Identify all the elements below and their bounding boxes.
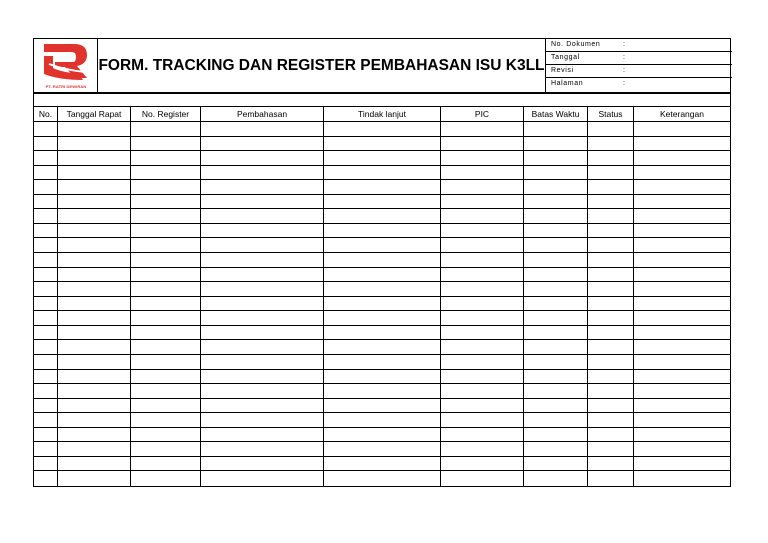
table-cell-col-pembahasan[interactable] bbox=[201, 355, 324, 369]
table-cell-col-batas-waktu[interactable] bbox=[524, 137, 588, 151]
table-cell-col-tanggal-rapat[interactable] bbox=[58, 224, 131, 238]
table-cell-col-pembahasan[interactable] bbox=[201, 399, 324, 413]
table-cell-col-batas-waktu[interactable] bbox=[524, 399, 588, 413]
table-cell-col-keterangan[interactable] bbox=[634, 428, 730, 442]
table-cell-col-batas-waktu[interactable] bbox=[524, 355, 588, 369]
table-cell-col-keterangan[interactable] bbox=[634, 180, 730, 194]
table-cell-col-pic[interactable] bbox=[441, 428, 524, 442]
table-cell-col-pembahasan[interactable] bbox=[201, 297, 324, 311]
table-cell-col-pic[interactable] bbox=[441, 311, 524, 325]
meta-label: Revisi bbox=[551, 67, 574, 74]
table-cell-col-no-register[interactable] bbox=[131, 122, 201, 136]
table-cell-col-tanggal-rapat[interactable] bbox=[58, 413, 131, 427]
table-cell-col-batas-waktu[interactable] bbox=[524, 166, 588, 180]
table-cell-col-no[interactable] bbox=[34, 297, 58, 311]
table-cell-col-tindak-lanjut[interactable] bbox=[324, 370, 441, 384]
table-cell-col-pic[interactable] bbox=[441, 209, 524, 223]
table-cell-col-batas-waktu[interactable] bbox=[524, 384, 588, 398]
table-cell-col-pembahasan[interactable] bbox=[201, 311, 324, 325]
table-cell-col-no[interactable] bbox=[34, 399, 58, 413]
table-cell-col-no-register[interactable] bbox=[131, 384, 201, 398]
table-row bbox=[34, 471, 730, 486]
table-cell-col-tanggal-rapat[interactable] bbox=[58, 137, 131, 151]
table-cell-col-no-register[interactable] bbox=[131, 413, 201, 427]
table-cell-col-keterangan[interactable] bbox=[634, 137, 730, 151]
table-cell-col-pic[interactable] bbox=[441, 326, 524, 340]
table-cell-col-keterangan[interactable] bbox=[634, 311, 730, 325]
table-cell-col-status[interactable] bbox=[588, 355, 634, 369]
meta-colon: : bbox=[623, 67, 625, 74]
table-row bbox=[34, 268, 730, 283]
table-cell-col-no[interactable] bbox=[34, 224, 58, 238]
table-cell-col-status[interactable] bbox=[588, 428, 634, 442]
table-cell-col-no[interactable] bbox=[34, 166, 58, 180]
table-cell-col-batas-waktu[interactable] bbox=[524, 340, 588, 354]
table-cell-col-no-register[interactable] bbox=[131, 311, 201, 325]
table-cell-col-no[interactable] bbox=[34, 311, 58, 325]
table-cell-col-no-register[interactable] bbox=[131, 282, 201, 296]
header-col-pembahasan: Pembahasan bbox=[201, 107, 324, 121]
table-cell-col-batas-waktu[interactable] bbox=[524, 471, 588, 486]
header-col-no: No. bbox=[34, 107, 58, 121]
table-cell-col-pic[interactable] bbox=[441, 137, 524, 151]
table-row bbox=[34, 166, 730, 181]
table-cell-col-no[interactable] bbox=[34, 413, 58, 427]
table-cell-col-status[interactable] bbox=[588, 238, 634, 252]
table-cell-col-no[interactable] bbox=[34, 471, 58, 486]
table-row bbox=[34, 399, 730, 414]
table-cell-col-keterangan[interactable] bbox=[634, 413, 730, 427]
meta-row-revisi bbox=[546, 65, 732, 78]
meta-row-halaman bbox=[546, 78, 732, 91]
table-cell-col-keterangan[interactable] bbox=[634, 209, 730, 223]
table-cell-col-no[interactable] bbox=[34, 457, 58, 471]
table-cell-col-batas-waktu[interactable] bbox=[524, 282, 588, 296]
table-cell-col-keterangan[interactable] bbox=[634, 370, 730, 384]
table-cell-col-tindak-lanjut[interactable] bbox=[324, 326, 441, 340]
table-cell-col-pic[interactable] bbox=[441, 268, 524, 282]
table-cell-col-no-register[interactable] bbox=[131, 180, 201, 194]
table-cell-col-keterangan[interactable] bbox=[634, 166, 730, 180]
table-cell-col-pembahasan[interactable] bbox=[201, 137, 324, 151]
table-row bbox=[34, 326, 730, 341]
table-cell-col-batas-waktu[interactable] bbox=[524, 311, 588, 325]
table-cell-col-keterangan[interactable] bbox=[634, 442, 730, 456]
table-cell-col-tanggal-rapat[interactable] bbox=[58, 384, 131, 398]
table-cell-col-pembahasan[interactable] bbox=[201, 268, 324, 282]
table-cell-col-pic[interactable] bbox=[441, 457, 524, 471]
header-col-tindak-lanjut: Tindak lanjut bbox=[324, 107, 441, 121]
table-cell-col-pembahasan[interactable] bbox=[201, 471, 324, 486]
meta-colon: : bbox=[623, 54, 625, 61]
table-cell-col-tindak-lanjut[interactable] bbox=[324, 413, 441, 427]
table-cell-col-no-register[interactable] bbox=[131, 195, 201, 209]
table-cell-col-pembahasan[interactable] bbox=[201, 224, 324, 238]
table-cell-col-batas-waktu[interactable] bbox=[524, 253, 588, 267]
table-cell-col-tindak-lanjut[interactable] bbox=[324, 238, 441, 252]
table-cell-col-no[interactable] bbox=[34, 384, 58, 398]
table-cell-col-pic[interactable] bbox=[441, 151, 524, 165]
table-row bbox=[34, 428, 730, 443]
table-cell-col-pic[interactable] bbox=[441, 297, 524, 311]
table-cell-col-batas-waktu[interactable] bbox=[524, 442, 588, 456]
table-cell-col-batas-waktu[interactable] bbox=[524, 268, 588, 282]
table-cell-col-tanggal-rapat[interactable] bbox=[58, 180, 131, 194]
document-meta bbox=[545, 39, 731, 92]
table-cell-col-status[interactable] bbox=[588, 282, 634, 296]
meta-colon: : bbox=[623, 80, 625, 87]
table-cell-col-tanggal-rapat[interactable] bbox=[58, 340, 131, 354]
table-row bbox=[34, 413, 730, 428]
table-cell-col-no-register[interactable] bbox=[131, 457, 201, 471]
form-header bbox=[33, 38, 731, 93]
table-cell-col-tindak-lanjut[interactable] bbox=[324, 428, 441, 442]
table-cell-col-pic[interactable] bbox=[441, 413, 524, 427]
table-cell-col-pembahasan[interactable] bbox=[201, 166, 324, 180]
table-header-row bbox=[34, 107, 730, 122]
table-cell-col-pic[interactable] bbox=[441, 340, 524, 354]
table-row bbox=[34, 238, 730, 253]
company-r-logo-icon bbox=[41, 42, 91, 84]
table-cell-col-no-register[interactable] bbox=[131, 151, 201, 165]
table-cell-col-no-register[interactable] bbox=[131, 471, 201, 486]
table-cell-col-status[interactable] bbox=[588, 413, 634, 427]
table-row bbox=[34, 253, 730, 268]
table-cell-col-keterangan[interactable] bbox=[634, 282, 730, 296]
table-cell-col-no-register[interactable] bbox=[131, 399, 201, 413]
table-cell-col-status[interactable] bbox=[588, 180, 634, 194]
table-row bbox=[34, 224, 730, 239]
logo-caption: PT. RATRI DEWIRAN bbox=[45, 84, 87, 89]
table-cell-col-pic[interactable] bbox=[441, 166, 524, 180]
table-cell-col-pic[interactable] bbox=[441, 238, 524, 252]
table-cell-col-no[interactable] bbox=[34, 122, 58, 136]
table-cell-col-no[interactable] bbox=[34, 355, 58, 369]
table-cell-col-batas-waktu[interactable] bbox=[524, 224, 588, 238]
table-cell-col-tanggal-rapat[interactable] bbox=[58, 442, 131, 456]
table-cell-col-no[interactable] bbox=[34, 340, 58, 354]
table-row bbox=[34, 282, 730, 297]
table-cell-col-pic[interactable] bbox=[441, 122, 524, 136]
table-cell-col-pic[interactable] bbox=[441, 370, 524, 384]
table-cell-col-tindak-lanjut[interactable] bbox=[324, 399, 441, 413]
header-col-keterangan: Keterangan bbox=[660, 109, 704, 119]
table-cell-col-batas-waktu[interactable] bbox=[524, 413, 588, 427]
table-cell-col-tindak-lanjut[interactable] bbox=[324, 224, 441, 238]
table-cell-col-keterangan[interactable] bbox=[634, 268, 730, 282]
table-cell-col-no-register[interactable] bbox=[131, 297, 201, 311]
table-cell-col-no-register[interactable] bbox=[131, 326, 201, 340]
table-cell-col-tanggal-rapat[interactable] bbox=[58, 209, 131, 223]
table-cell-col-keterangan[interactable] bbox=[634, 384, 730, 398]
table-cell-col-keterangan[interactable] bbox=[634, 471, 730, 486]
form-title: FORM. TRACKING DAN REGISTER PEMBAHASAN ISU K3LL bbox=[98, 56, 545, 74]
table-row bbox=[34, 195, 730, 210]
meta-label: Tanggal bbox=[551, 54, 580, 61]
table-cell-col-tindak-lanjut[interactable] bbox=[324, 268, 441, 282]
table-row bbox=[34, 151, 730, 166]
table-cell-col-pic[interactable] bbox=[441, 399, 524, 413]
table-cell-col-pembahasan[interactable] bbox=[201, 122, 324, 136]
table-cell-col-batas-waktu[interactable] bbox=[524, 370, 588, 384]
table-cell-col-tindak-lanjut[interactable] bbox=[324, 253, 441, 267]
table-cell-col-no-register[interactable] bbox=[131, 428, 201, 442]
table-cell-col-status[interactable] bbox=[588, 457, 634, 471]
table-cell-col-batas-waktu[interactable] bbox=[524, 180, 588, 194]
logo-cell bbox=[34, 39, 98, 92]
table-cell-col-status[interactable] bbox=[588, 399, 634, 413]
table-cell-col-tanggal-rapat[interactable] bbox=[58, 122, 131, 136]
table-cell-col-status[interactable] bbox=[588, 122, 634, 136]
table-cell-col-status[interactable] bbox=[588, 326, 634, 340]
table-cell-col-tanggal-rapat[interactable] bbox=[58, 326, 131, 340]
table-cell-col-batas-waktu[interactable] bbox=[524, 209, 588, 223]
table-cell-col-tindak-lanjut[interactable] bbox=[324, 442, 441, 456]
table-cell-col-tindak-lanjut[interactable] bbox=[324, 195, 441, 209]
header-col-status: Status bbox=[588, 107, 634, 121]
table-cell-col-pembahasan[interactable] bbox=[201, 370, 324, 384]
table-cell-col-no[interactable] bbox=[34, 370, 58, 384]
table-cell-col-pic[interactable] bbox=[441, 224, 524, 238]
table-cell-col-no[interactable] bbox=[34, 442, 58, 456]
table-cell-col-batas-waktu[interactable] bbox=[524, 151, 588, 165]
table-cell-col-no[interactable] bbox=[34, 180, 58, 194]
table-cell-col-no-register[interactable] bbox=[131, 340, 201, 354]
meta-colon: : bbox=[623, 41, 625, 48]
table-cell-col-status[interactable] bbox=[588, 268, 634, 282]
table-cell-col-batas-waktu[interactable] bbox=[524, 297, 588, 311]
table-cell-col-tanggal-rapat[interactable] bbox=[58, 282, 131, 296]
table-row bbox=[34, 442, 730, 457]
meta-row-tanggal bbox=[546, 52, 732, 65]
table-cell-col-pembahasan[interactable] bbox=[201, 340, 324, 354]
table-cell-col-status[interactable] bbox=[588, 471, 634, 486]
table-cell-col-keterangan[interactable] bbox=[634, 122, 730, 136]
table-cell-col-keterangan[interactable] bbox=[634, 151, 730, 165]
table-row bbox=[34, 311, 730, 326]
table-cell-col-pic[interactable] bbox=[441, 180, 524, 194]
table-cell-col-pembahasan[interactable] bbox=[201, 413, 324, 427]
table-cell-col-keterangan[interactable] bbox=[634, 297, 730, 311]
table-cell-col-pembahasan[interactable] bbox=[201, 151, 324, 165]
table-cell-col-status[interactable] bbox=[588, 442, 634, 456]
table-cell-col-keterangan[interactable] bbox=[634, 238, 730, 252]
table-cell-col-no[interactable] bbox=[34, 326, 58, 340]
table-cell-col-keterangan[interactable] bbox=[634, 195, 730, 209]
table-row bbox=[34, 384, 730, 399]
table-row bbox=[34, 122, 730, 137]
meta-row-no-dokumen bbox=[546, 39, 732, 52]
table-cell-col-tanggal-rapat[interactable] bbox=[58, 471, 131, 486]
table-cell-col-pic[interactable] bbox=[441, 442, 524, 456]
table-cell-col-pembahasan[interactable] bbox=[201, 209, 324, 223]
table-cell-col-no-register[interactable] bbox=[131, 355, 201, 369]
table-cell-col-tindak-lanjut[interactable] bbox=[324, 282, 441, 296]
table-cell-col-no-register[interactable] bbox=[131, 238, 201, 252]
table-cell-col-no-register[interactable] bbox=[131, 442, 201, 456]
table-cell-col-pembahasan[interactable] bbox=[201, 442, 324, 456]
table-cell-col-no[interactable] bbox=[34, 209, 58, 223]
table-cell-col-no-register[interactable] bbox=[131, 224, 201, 238]
table-cell-col-pic[interactable] bbox=[441, 471, 524, 486]
table-cell-col-pic[interactable] bbox=[441, 384, 524, 398]
table-cell-col-pembahasan[interactable] bbox=[201, 238, 324, 252]
table-cell-col-pic[interactable] bbox=[441, 195, 524, 209]
table-cell-col-pembahasan[interactable] bbox=[201, 457, 324, 471]
header-col-pic: PIC bbox=[441, 107, 524, 121]
table-cell-col-status[interactable] bbox=[588, 166, 634, 180]
table-row bbox=[34, 297, 730, 312]
table-cell-col-tindak-lanjut[interactable] bbox=[324, 209, 441, 223]
table-cell-col-no[interactable] bbox=[34, 428, 58, 442]
table-cell-col-no[interactable] bbox=[34, 268, 58, 282]
table-cell-col-tanggal-rapat[interactable] bbox=[58, 195, 131, 209]
header-col-batas-waktu: Batas Waktu bbox=[524, 107, 588, 121]
table-cell-col-status[interactable] bbox=[588, 151, 634, 165]
table-cell-col-no-register[interactable] bbox=[131, 137, 201, 151]
table-cell-col-no-register[interactable] bbox=[131, 253, 201, 267]
table-row bbox=[34, 370, 730, 385]
table-cell-col-batas-waktu[interactable] bbox=[524, 326, 588, 340]
table-cell-col-tindak-lanjut[interactable] bbox=[324, 457, 441, 471]
table-cell-col-keterangan[interactable] bbox=[634, 224, 730, 238]
table-cell-col-status[interactable] bbox=[588, 311, 634, 325]
table-cell-col-tindak-lanjut[interactable] bbox=[324, 180, 441, 194]
table-cell-col-pic[interactable] bbox=[441, 253, 524, 267]
table-cell-col-tanggal-rapat[interactable] bbox=[58, 151, 131, 165]
table-cell-col-batas-waktu[interactable] bbox=[524, 195, 588, 209]
table-cell-col-no[interactable] bbox=[34, 238, 58, 252]
table-cell-col-no[interactable] bbox=[34, 253, 58, 267]
table-cell-col-pembahasan[interactable] bbox=[201, 326, 324, 340]
table-cell-col-batas-waktu[interactable] bbox=[524, 122, 588, 136]
table-cell-col-pembahasan[interactable] bbox=[201, 253, 324, 267]
table-cell-col-status[interactable] bbox=[588, 137, 634, 151]
meta-label: Halaman bbox=[551, 80, 584, 87]
table-cell-col-no[interactable] bbox=[34, 282, 58, 296]
table-cell-col-keterangan[interactable] bbox=[634, 399, 730, 413]
table-cell-col-pembahasan[interactable] bbox=[201, 282, 324, 296]
table-row bbox=[34, 457, 730, 472]
table-cell-col-pic[interactable] bbox=[441, 282, 524, 296]
table-cell-col-tindak-lanjut[interactable] bbox=[324, 297, 441, 311]
table-row bbox=[34, 340, 730, 355]
table-cell-col-keterangan[interactable] bbox=[634, 326, 730, 340]
table-cell-col-no-register[interactable] bbox=[131, 209, 201, 223]
table-cell-col-tanggal-rapat[interactable] bbox=[58, 428, 131, 442]
table-cell-col-tanggal-rapat[interactable] bbox=[58, 253, 131, 267]
table-cell-col-tindak-lanjut[interactable] bbox=[324, 311, 441, 325]
table-cell-col-tanggal-rapat[interactable] bbox=[58, 238, 131, 252]
table-cell-col-tindak-lanjut[interactable] bbox=[324, 340, 441, 354]
table-cell-col-batas-waktu[interactable] bbox=[524, 457, 588, 471]
table-cell-col-tanggal-rapat[interactable] bbox=[58, 457, 131, 471]
table-cell-col-status[interactable] bbox=[588, 384, 634, 398]
table-cell-col-status[interactable] bbox=[588, 195, 634, 209]
table-cell-col-keterangan[interactable] bbox=[634, 355, 730, 369]
table-cell-col-tindak-lanjut[interactable] bbox=[324, 151, 441, 165]
table-cell-col-status[interactable] bbox=[588, 297, 634, 311]
table-cell-col-tanggal-rapat[interactable] bbox=[58, 370, 131, 384]
table-cell-col-pembahasan[interactable] bbox=[201, 384, 324, 398]
table-cell-col-tanggal-rapat[interactable] bbox=[58, 268, 131, 282]
table-cell-col-no[interactable] bbox=[34, 195, 58, 209]
table-cell-col-pic[interactable] bbox=[441, 355, 524, 369]
table-spacer-row bbox=[34, 94, 730, 107]
table-cell-col-tanggal-rapat[interactable] bbox=[58, 399, 131, 413]
table-cell-col-tindak-lanjut[interactable] bbox=[324, 471, 441, 486]
table-cell-col-batas-waktu[interactable] bbox=[524, 428, 588, 442]
table-cell-col-pembahasan[interactable] bbox=[201, 195, 324, 209]
table-row bbox=[34, 137, 730, 152]
header-col-tanggal-rapat: Tanggal Rapat bbox=[58, 107, 131, 121]
table-cell-col-tanggal-rapat[interactable] bbox=[58, 166, 131, 180]
table-cell-col-tanggal-rapat[interactable] bbox=[58, 297, 131, 311]
table-cell-col-no[interactable] bbox=[34, 151, 58, 165]
table-cell-col-pembahasan[interactable] bbox=[201, 428, 324, 442]
table-cell-col-status[interactable] bbox=[588, 370, 634, 384]
table-cell-col-tindak-lanjut[interactable] bbox=[324, 355, 441, 369]
table-cell-col-keterangan[interactable] bbox=[634, 253, 730, 267]
table-cell-col-tindak-lanjut[interactable] bbox=[324, 384, 441, 398]
table-cell-col-tanggal-rapat[interactable] bbox=[58, 311, 131, 325]
table-cell-col-batas-waktu[interactable] bbox=[524, 238, 588, 252]
table-cell-col-status[interactable] bbox=[588, 340, 634, 354]
table-cell-col-no-register[interactable] bbox=[131, 370, 201, 384]
table-cell-col-no-register[interactable] bbox=[131, 268, 201, 282]
table-cell-col-keterangan[interactable] bbox=[634, 457, 730, 471]
table-cell-col-status[interactable] bbox=[588, 253, 634, 267]
table-cell-col-tindak-lanjut[interactable] bbox=[324, 137, 441, 151]
table-cell-col-status[interactable] bbox=[588, 209, 634, 223]
table-cell-col-status[interactable] bbox=[588, 224, 634, 238]
table-cell-col-pembahasan[interactable] bbox=[201, 180, 324, 194]
table-row bbox=[34, 180, 730, 195]
table-cell-col-tindak-lanjut[interactable] bbox=[324, 166, 441, 180]
table-cell-col-tindak-lanjut[interactable] bbox=[324, 122, 441, 136]
meta-label: No. Dokumen bbox=[551, 41, 601, 48]
table-cell-col-no[interactable] bbox=[34, 137, 58, 151]
table-row bbox=[34, 209, 730, 224]
table-cell-col-keterangan[interactable] bbox=[634, 340, 730, 354]
table-cell-col-tanggal-rapat[interactable] bbox=[58, 355, 131, 369]
header-col-no-register: No. Register bbox=[131, 107, 201, 121]
tracking-table bbox=[33, 93, 731, 487]
table-cell-col-no-register[interactable] bbox=[131, 166, 201, 180]
table-row bbox=[34, 355, 730, 370]
